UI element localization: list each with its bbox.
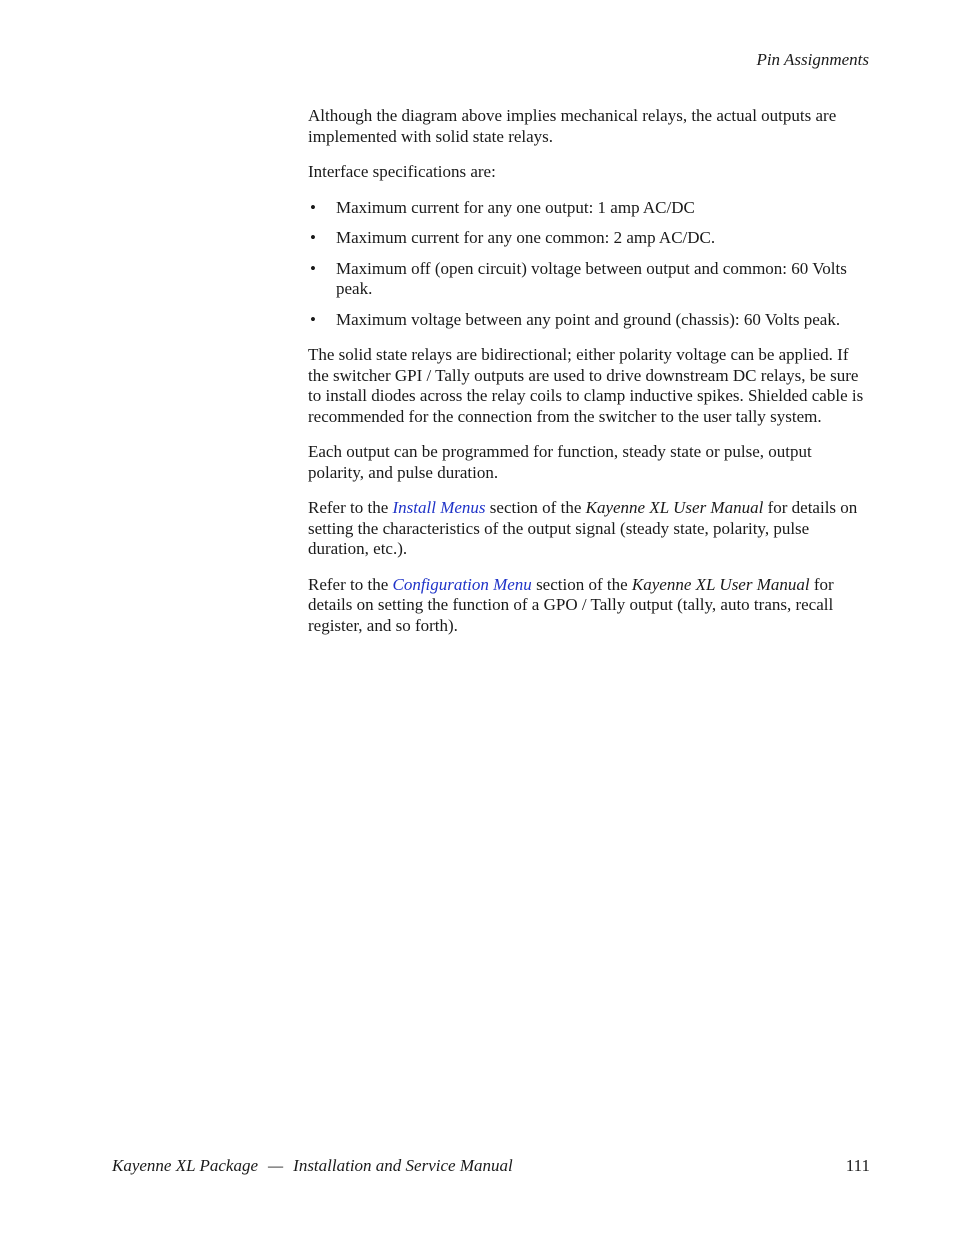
running-head: Pin Assignments bbox=[756, 50, 869, 69]
list-item bbox=[308, 228, 870, 249]
manual-title: Kayenne XL User Manual bbox=[631, 574, 810, 594]
bullet-icon: • bbox=[310, 197, 316, 217]
list-item-text: Maximum current for any one common: 2 amp AC/DC. bbox=[336, 228, 716, 247]
text-fragment: Refer to the bbox=[308, 498, 393, 517]
bullet-icon: • bbox=[310, 309, 316, 329]
text-fragment: for details on setting the characteristics of the output signal (steady state, polarity, pulse duration, etc.). bbox=[308, 498, 858, 558]
paragraph-programming: Each output can be programmed for function, steady state or pulse, output polarity, and pulse duration. bbox=[308, 442, 812, 482]
list-item-text: Maximum current for any one output: 1 amp AC/DC bbox=[336, 197, 695, 217]
text-fragment: section of the bbox=[531, 574, 632, 594]
bullet-icon: • bbox=[310, 258, 316, 278]
spec-list bbox=[308, 198, 870, 331]
text-fragment: Refer to the bbox=[308, 574, 393, 594]
list-item bbox=[308, 310, 870, 331]
paragraph-solid-state: The solid state relays are bidirectional; either polarity voltage can be applied. If the switcher GPI / Tally outputs are used to drive downstream DC relays, be sure to install diodes across the relay coils to clamp inductive spikes. Shielded cable is recommended for the connection from the switcher to the user tally system. bbox=[308, 345, 864, 426]
text-fragment: section of the bbox=[485, 498, 586, 517]
page-number: 111 bbox=[845, 1156, 870, 1175]
paragraph-install-menus-ref bbox=[308, 498, 870, 560]
text-fragment: for details on setting the function of a GPO / Tally output (tally, auto trans, recall register, and so forth). bbox=[308, 574, 834, 635]
list-item bbox=[308, 259, 870, 300]
install-menus-link[interactable]: Install Menus bbox=[392, 498, 486, 517]
paragraph-interface-intro: Interface specifications are: bbox=[308, 162, 496, 181]
footer-manual-title: Installation and Service Manual bbox=[293, 1156, 513, 1175]
footer-title bbox=[112, 1156, 513, 1176]
paragraph-relays: Although the diagram above implies mechanical relays, the actual outputs are implemented with solid state relays. bbox=[308, 106, 837, 146]
footer-product: Kayenne XL Package bbox=[112, 1156, 259, 1175]
manual-title: Kayenne XL User Manual bbox=[585, 498, 764, 517]
bullet-icon: • bbox=[310, 228, 316, 247]
footer-separator: — bbox=[268, 1156, 284, 1175]
list-item-text: Maximum voltage between any point and ground (chassis): 60 Volts peak. bbox=[336, 309, 841, 329]
paragraph-configuration-menu-ref bbox=[308, 575, 870, 637]
list-item bbox=[308, 198, 870, 219]
list-item-text: Maximum off (open circuit) voltage between output and common: 60 Volts peak. bbox=[336, 258, 847, 298]
main-content bbox=[308, 106, 870, 651]
configuration-menu-link[interactable]: Configuration Menu bbox=[392, 574, 532, 594]
